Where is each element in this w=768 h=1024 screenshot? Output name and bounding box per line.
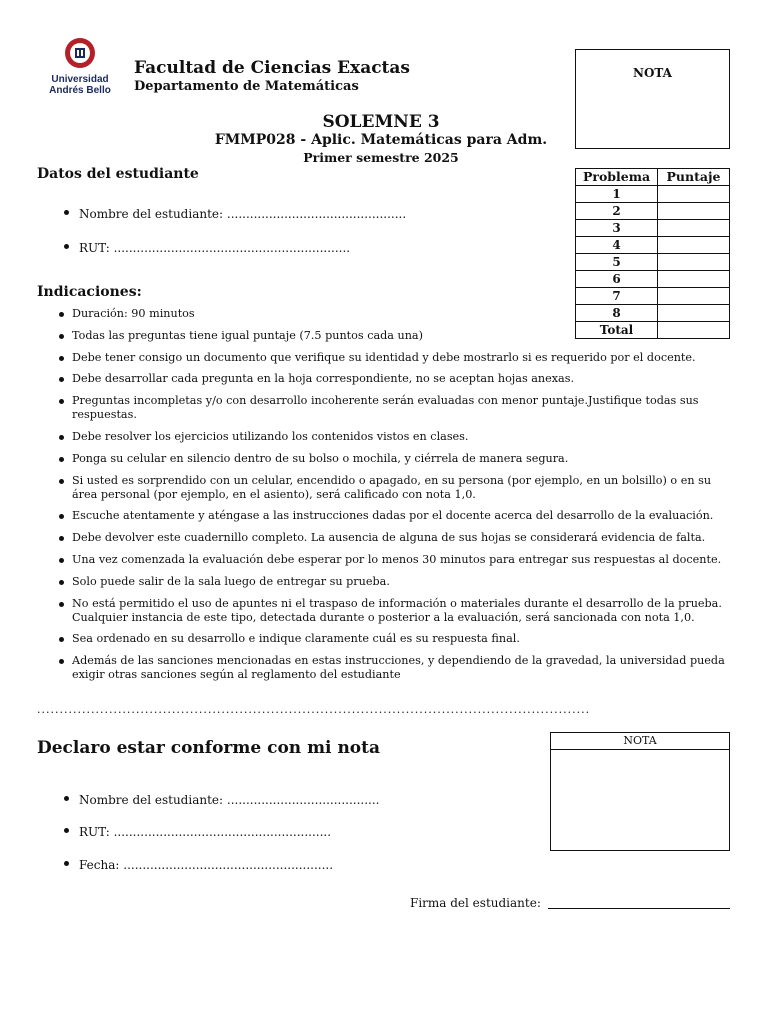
list-item: Duración: 90 minutos	[62, 307, 730, 321]
score-column-header: Puntaje	[658, 169, 730, 186]
grade-box	[575, 49, 730, 149]
table-row	[576, 254, 730, 271]
department-name: Departamento de Matemáticas	[134, 79, 359, 94]
score-cell[interactable]	[658, 288, 730, 305]
logo-line-2: Andrés Bello	[49, 85, 111, 96]
exam-title: SOLEMNE 3	[322, 112, 440, 132]
list-item: Solo puede salir de la sala luego de entregar su prueba.	[62, 575, 730, 589]
fill-dots: .......................................................	[123, 858, 334, 872]
problem-number: 3	[576, 220, 658, 237]
problem-number: 6	[576, 271, 658, 288]
list-item: Debe devolver este cuadernillo completo. La ausencia de alguna de sus hojas se considerará evidencia de falta.	[62, 531, 730, 545]
problem-number: 1	[576, 186, 658, 203]
fill-dots: ..............................................................	[113, 241, 351, 255]
bullet-icon	[64, 796, 69, 801]
student-rut-field[interactable]	[64, 241, 350, 255]
field-label: RUT:	[79, 825, 110, 839]
student-data-heading: Datos del estudiante	[37, 166, 199, 182]
field-label: Nombre del estudiante:	[79, 793, 224, 807]
student-name-field[interactable]	[64, 207, 406, 221]
grade-box-label: NOTA	[551, 733, 729, 750]
problem-number: 8	[576, 305, 658, 322]
list-item: No está permitido el uso de apuntes ni el traspaso de información o materiales durante el desarrollo de la prueba. Cualquier instancia de este tipo, detectada durante o posterior a la evaluación, será sancionada con nota 1,0.	[62, 597, 730, 625]
list-item: Si usted es sorprendido con un celular, encendido o apagado, en su persona (por ejemplo, en un bolsillo) o en su área personal (por ejemplo, en el asiento), será calificado con nota 1,0.	[62, 474, 730, 502]
table-row	[576, 186, 730, 203]
list-item: Preguntas incompletas y/o con desarrollo incoherente serán evaluadas con menor puntaje.Justifique todas sus respuestas.	[62, 394, 730, 422]
list-item: Debe resolver los ejercicios utilizando los contenidos vistos en clases.	[62, 430, 730, 444]
score-cell[interactable]	[658, 186, 730, 203]
field-label: Nombre del estudiante:	[79, 207, 224, 221]
table-row	[576, 271, 730, 288]
grade-box-label: NOTA	[632, 66, 672, 80]
list-item: Escuche atentamente y aténgase a las instrucciones dadas por el docente acerca del desarrollo de la evaluación.	[62, 509, 730, 523]
bullet-icon	[64, 861, 69, 866]
fill-dots: ...............................................	[226, 207, 407, 221]
problem-number: 2	[576, 203, 658, 220]
bullet-icon	[64, 828, 69, 833]
field-label: RUT:	[79, 241, 110, 255]
problem-column-header: Problema	[576, 169, 658, 186]
field-label: Fecha:	[79, 858, 120, 872]
grade-box-declaration	[550, 732, 730, 851]
declaration-name-field[interactable]	[64, 793, 379, 807]
course-title: FMMP028 - Aplic. Matemáticas para Adm.	[214, 132, 548, 148]
faculty-name: Facultad de Ciencias Exactas	[134, 58, 410, 78]
list-item: Una vez comenzada la evaluación debe esperar por lo menos 30 minutos para entregar sus respuestas al docente.	[62, 553, 730, 567]
list-item: Además de las sanciones mencionadas en estas instrucciones, y dependiendo de la gravedad, la universidad pueda exigir otras sanciones según al reglamento del estudiante	[62, 654, 730, 682]
semester: Primer semestre 2025	[303, 150, 459, 165]
score-cell[interactable]	[658, 220, 730, 237]
fill-dots: .........................................................	[113, 825, 332, 839]
problem-number: 4	[576, 237, 658, 254]
list-item: Todas las preguntas tiene igual puntaje (7.5 puntos cada una)	[62, 329, 730, 343]
table-row	[576, 203, 730, 220]
total-label: Total	[576, 322, 658, 339]
instructions-list	[62, 307, 730, 690]
table-row	[576, 220, 730, 237]
score-cell[interactable]	[658, 237, 730, 254]
problem-number: 7	[576, 288, 658, 305]
logo-wordmark	[44, 74, 116, 96]
fill-dots: ........................................	[226, 793, 380, 807]
declaration-date-field[interactable]	[64, 858, 333, 872]
table-row	[576, 237, 730, 254]
instructions-heading: Indicaciones:	[37, 284, 142, 300]
score-cell[interactable]	[658, 254, 730, 271]
table-row	[576, 288, 730, 305]
signature-line[interactable]	[548, 908, 730, 909]
list-item: Debe desarrollar cada pregunta en la hoja correspondiente, no se aceptan hojas anexas.	[62, 372, 730, 386]
score-cell[interactable]	[658, 203, 730, 220]
cut-line: ...........................................................................................................................	[37, 703, 591, 716]
score-cell[interactable]	[658, 271, 730, 288]
declaration-heading: Declaro estar conforme con mi nota	[37, 738, 381, 758]
list-item: Ponga su celular en silencio dentro de su bolso o mochila, y ciérrela de manera segura.	[62, 452, 730, 466]
signature-label: Firma del estudiante:	[410, 896, 541, 910]
list-item: Sea ordenado en su desarrollo e indique claramente cuál es su respuesta final.	[62, 632, 730, 646]
problem-number: 5	[576, 254, 658, 271]
declaration-rut-field[interactable]	[64, 825, 331, 839]
logo-line-1: Universidad	[51, 74, 109, 85]
score-table-header	[576, 169, 730, 186]
bullet-icon	[64, 244, 69, 249]
list-item: Debe tener consigo un documento que verifique su identidad y debe mostrarlo si es requerido por el docente.	[62, 351, 730, 365]
bullet-icon	[64, 210, 69, 215]
